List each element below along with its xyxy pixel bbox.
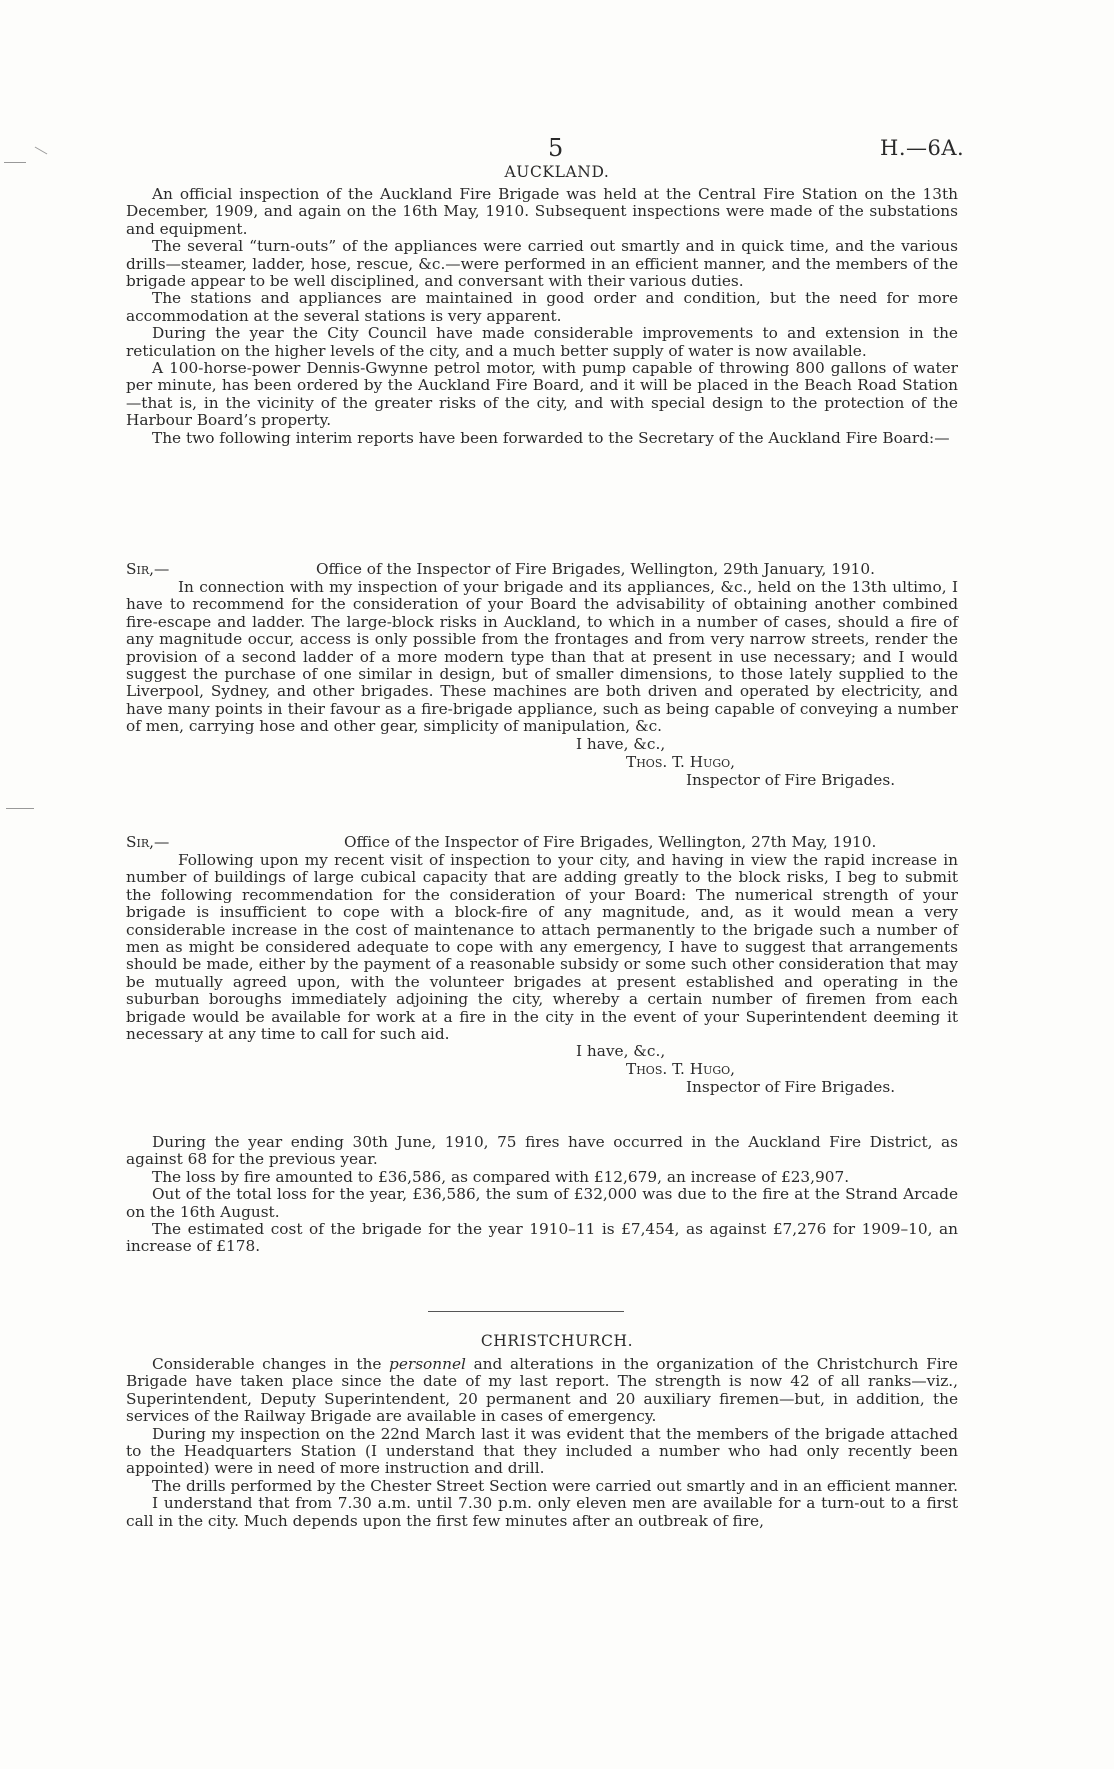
salutation: Sir,— (126, 560, 170, 578)
section-heading-auckland: AUCKLAND. (504, 163, 610, 181)
scan-mark (35, 147, 48, 155)
paragraph: During my inspection on the 22nd March last it was evident that the members of the brigade attached to the Headquarters Station (I understand that they included a number who had only recently been appointed) were in need of more instruction and drill. (126, 1424, 958, 1478)
section-heading-christchurch: CHRISTCHURCH. (480, 1332, 634, 1350)
paragraph: The loss by fire amounted to £36,586, as compared with £12,679, an increase of £23,907. (152, 1167, 850, 1186)
paragraph: Out of the total loss for the year, £36,586, the sum of £32,000 was due to the fire at the Strand Arcade on the 16th August. (126, 1185, 958, 1221)
salutation: Sir,— (126, 833, 170, 851)
letter-closing: I have, &c., (576, 1042, 666, 1061)
paragraph: During the year the City Council have made considerable improvements to and extension in the reticulation on the higher levels of the city, and a much better supply of water is now available. (126, 324, 958, 360)
paragraph: During the year ending 30th June, 1910, 75 fires have occurred in the Auckland Fire District, as against 68 for the previous year. (126, 1133, 958, 1169)
paragraph: The stations and appliances are maintained in good order and condition, but the need for more accommodation at the several stations is very apparent. (126, 289, 958, 325)
paragraph: Considerable changes in the personnel and alterations in the organization of the Christchurch Fire Brigade have taken place since the date of my last report. The strength is now 42 of all ranks—viz., Superintendent, Deputy Superintendent, 20 permanent and 20 auxiliary firemen—but, in addition, the services of the Railway Brigade are available in cases of emergency. (126, 1355, 958, 1426)
document-reference: H.—6A. (880, 136, 965, 160)
letter-signature: Thos. T. Hugo, (626, 1060, 736, 1079)
letter-may (126, 834, 958, 1097)
paragraph: The estimated cost of the brigade for the year 1910–11 is £7,454, as against £7,276 for 1909–10, an increase of £178. (126, 1220, 958, 1256)
auckland-statistics (126, 1134, 958, 1256)
letter-office-line: Office of the Inspector of Fire Brigades, Wellington, 27th May, 1910. (344, 833, 877, 851)
paragraph: The two following interim reports have been forwarded to the Secretary of the Auckland Fire Board:— (152, 428, 950, 447)
section-divider (428, 1311, 624, 1312)
letter-signatory-title: Inspector of Fire Brigades. (686, 770, 896, 789)
auckland-intro (126, 186, 958, 447)
letter-office-line: Office of the Inspector of Fire Brigades, Wellington, 29th January, 1910. (316, 560, 875, 578)
letter-body: In connection with my inspection of your brigade and its appliances, &c., held on the 13th ultimo, I have to recommend for the consideration of your Board the advisability of obtaining another combined fire-escape and ladder. The large-block risks in Auckland, to which in a number of cases, should a fire of any magnitude occur, access is only possible from the frontages and from very narrow streets, render the provision of a second ladder of a more modern type than that at present in use necessary; and I would suggest the purchase of one similar in design, but of smaller dimensions, to those lately supplied to the Liverpool, Sydney, and other brigades. These machines are both driven and operated by electricity, and have many points in their favour as a fire-brigade appliance, such as being capable of conveying a number of men, carrying hose and other gear, simplicity of manipulation, &c. (126, 578, 958, 736)
scan-mark (6, 808, 34, 809)
letter-january (126, 561, 958, 790)
paragraph: An official inspection of the Auckland Fire Brigade was held at the Central Fire Station on the 13th December, 1909, and again on the 16th May, 1910. Subsequent inspections were made of the substations and equipment. (126, 185, 958, 238)
page-number: 5 (548, 134, 564, 162)
paragraph: The several “turn-outs” of the appliances were carried out smartly and in quick time, and the various drills—steamer, ladder, hose, rescue, &c.—were performed in an efficient manner, and the members of the brigade appear to be well disciplined, and conversant with their various duties. (126, 237, 958, 291)
paragraph: The drills performed by the Chester Street Section were carried out smartly and in an efficient manner. (152, 1476, 958, 1495)
paragraph: A 100-horse-power Dennis-Gwynne petrol motor, with pump capable of throwing 800 gallons of water per minute, has been ordered by the Auckland Fire Board, and it will be placed in the Beach Road Station—that is, in the vicinity of the greater risks of the city, and with special design to the protection of the Harbour Board’s property. (126, 359, 958, 430)
italic-term: personnel (389, 1355, 466, 1373)
paragraph: I understand that from 7.30 a.m. until 7.30 p.m. only eleven men are available for a turn-out to a first call in the city. Much depends upon the first few minutes after an outbreak of fire, (126, 1494, 958, 1530)
letter-signatory-title: Inspector of Fire Brigades. (686, 1078, 896, 1097)
letter-body: Following upon my recent visit of inspection to your city, and having in view the rapid increase in number of buildings of large cubical capacity that are adding greatly to the block risks, I beg to submit the following recommendation for the consideration of your Board: The numerical strength of your brigade is insufficient to cope with a block-fire of any magnitude, and, as it would mean a very considerable increase in the cost of maintenance to attach permanently to the brigade such a number of men as might be considered adequate to cope with any emergency, I have to suggest that arrangements should be made, either by the payment of a reasonable subsidy or some such other consideration that may be mutually agreed upon, with the volunteer brigades at present established and operating in the suburban boroughs immediately adjoining the city, whereby a certain number of firemen from each brigade would be available for work at a fire in the city in the event of your Superintendent deeming it necessary at any time to call for such aid. (126, 851, 958, 1044)
letter-closing: I have, &c., (576, 734, 666, 753)
christchurch-section (126, 1356, 958, 1530)
letter-signature: Thos. T. Hugo, (626, 752, 736, 771)
